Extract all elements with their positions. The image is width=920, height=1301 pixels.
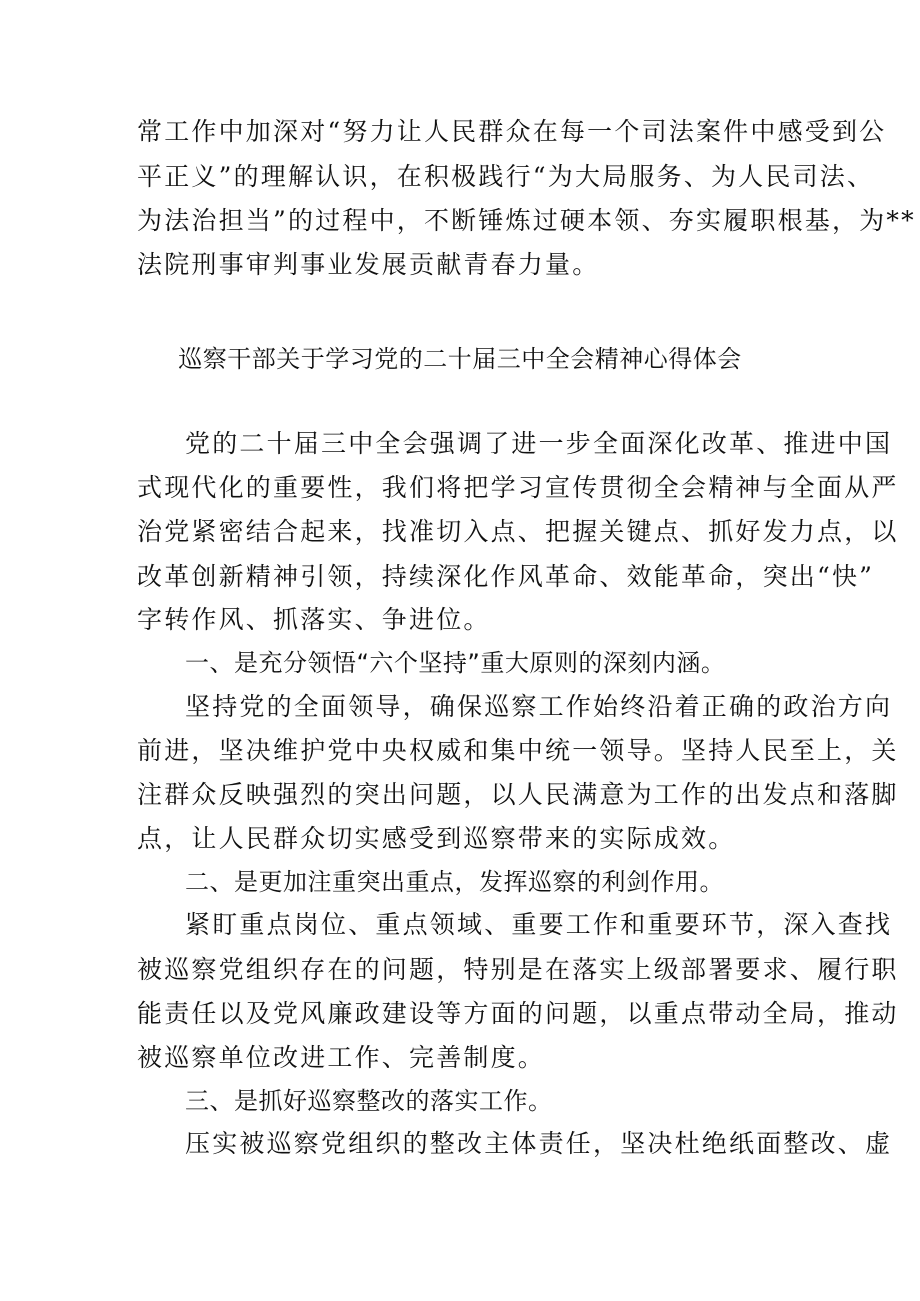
- body-line: 治党紧密结合起来，找准切入点、把握关键点、抓好发力点，以: [137, 517, 899, 546]
- body-line: 压实被巡察党组织的整改主体责任，坚决杜绝纸面整改、虚: [185, 1129, 893, 1158]
- body-line: 党的二十届三中全会强调了进一步全面深化改革、推进中国: [185, 429, 893, 458]
- body-line: 为法治担当”的过程中，不断锤炼过硬本领、夯实履职根基，为**: [137, 206, 916, 235]
- body-line: 字转作风、抓落实、争进位。: [137, 605, 491, 634]
- body-line: 改革创新精神引领，持续深化作风革命、效能革命，突出“快”: [137, 562, 875, 591]
- body-line: 被巡察单位改进工作、完善制度。: [137, 1043, 546, 1072]
- body-line: 能责任以及党风廉政建设等方面的问题，以重点带动全局，推动: [137, 999, 899, 1028]
- body-line: 被巡察党组织存在的问题，特别是在落实上级部署要求、履行职: [137, 955, 899, 984]
- body-line: 法院刑事审判事业发展贡献青春力量。: [137, 250, 600, 279]
- body-line: 平正义”的理解认识，在积极践行“为大局服务、为人民司法、: [137, 162, 875, 191]
- body-line: 坚持党的全面领导，确保巡察工作始终沿着正确的政治方向: [185, 692, 893, 721]
- body-line: 前进，坚决维护党中央权威和集中统一领导。坚持人民至上，关: [137, 736, 899, 765]
- body-line: 点，让人民群众切实感受到巡察带来的实际成效。: [137, 824, 736, 853]
- body-line: 注群众反映强烈的突出问题，以人民满意为工作的出发点和落脚: [137, 780, 899, 809]
- body-line: 式现代化的重要性，我们将把学习宣传贯彻全会精神与全面从严: [137, 473, 899, 502]
- document-title: 巡察干部关于学习党的二十届三中全会精神心得体会: [178, 345, 742, 373]
- body-line: 常工作中加深对“努力让人民群众在每一个司法案件中感受到公: [137, 117, 887, 146]
- section-heading-1: 一、是充分领悟“六个坚持”重大原则的深刻内涵。: [185, 649, 726, 677]
- section-heading-3: 三、是抓好巡察整改的落实工作。: [185, 1087, 553, 1115]
- body-line: 紧盯重点岗位、重点领域、重要工作和重要环节，深入查找: [185, 910, 893, 939]
- section-heading-2: 二、是更加注重突出重点，发挥巡察的利剑作用。: [185, 868, 724, 896]
